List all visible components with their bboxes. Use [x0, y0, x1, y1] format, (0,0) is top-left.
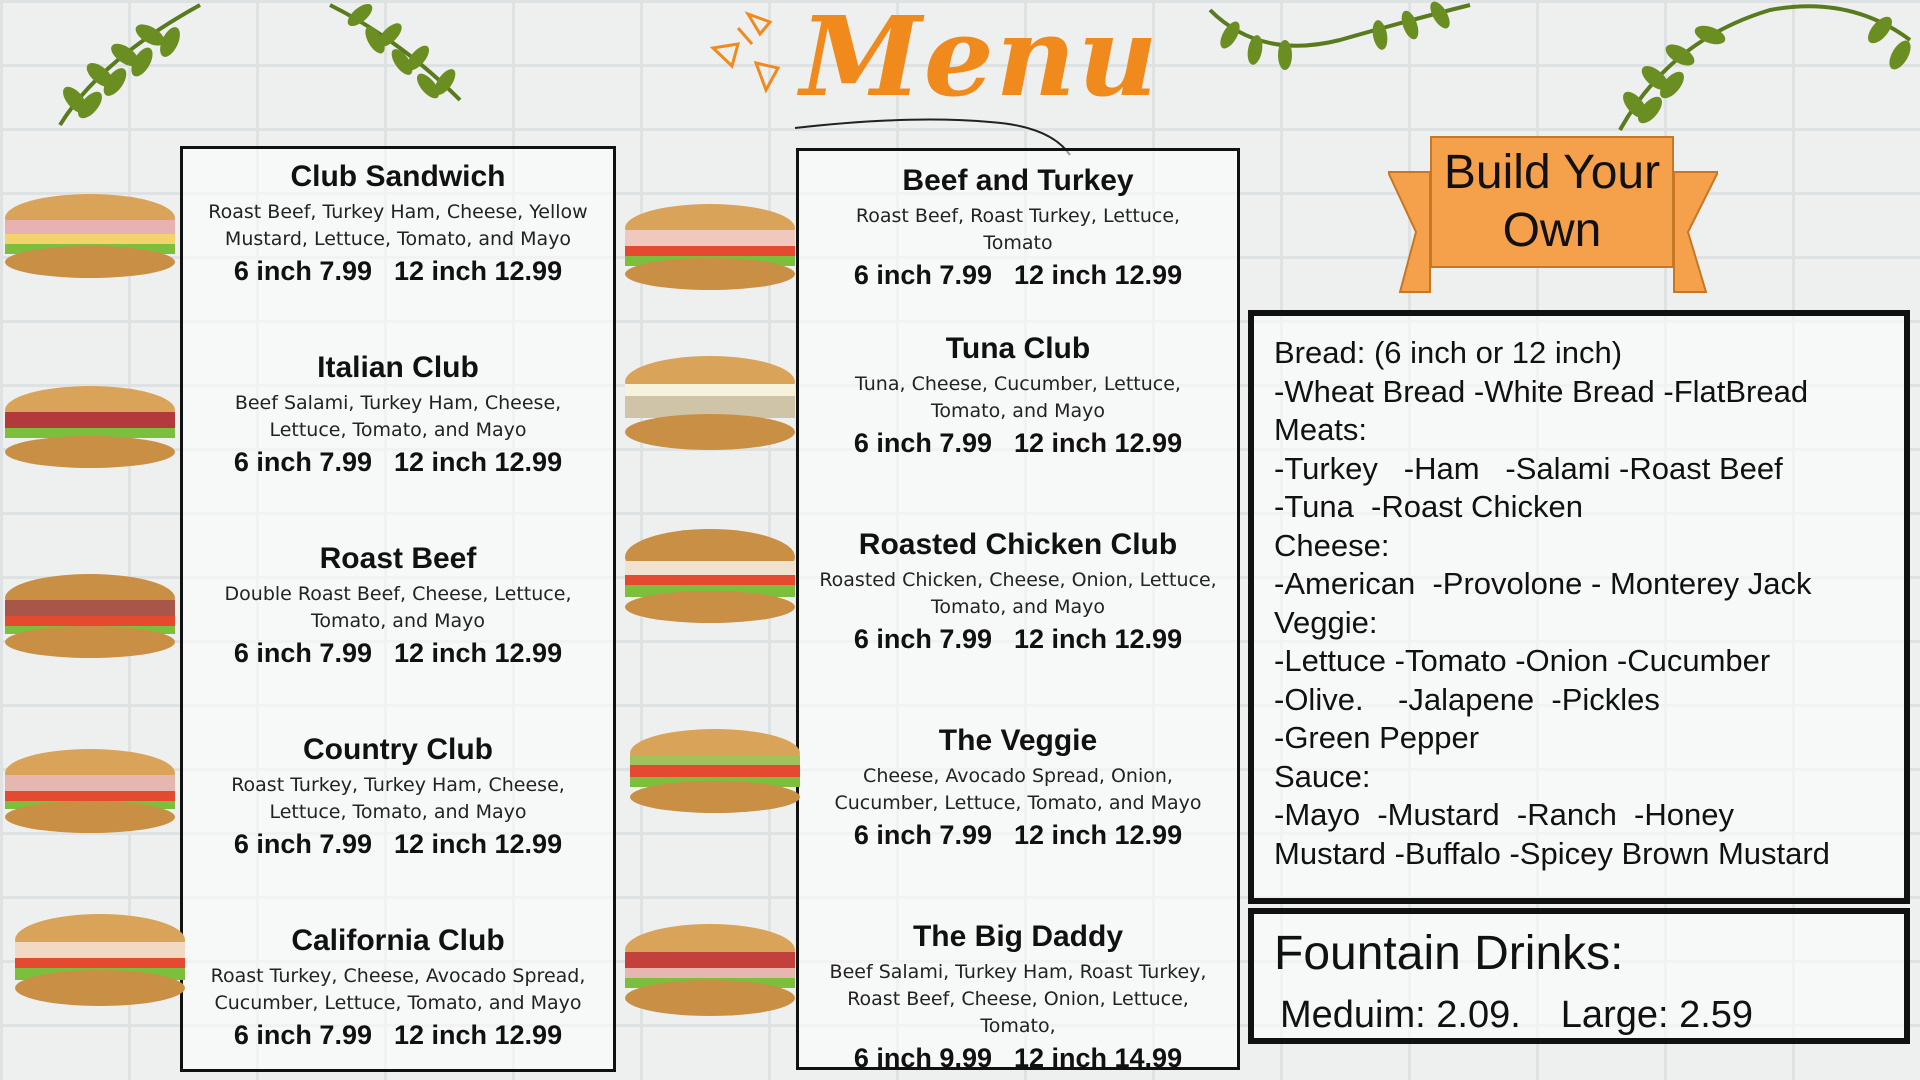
- drink-large-price: Large: 2.59: [1560, 994, 1754, 1036]
- build-line: Mustard -Buffalo -Spicey Brown Mustard: [1274, 835, 1830, 871]
- build-your-own-box: [1248, 310, 1910, 904]
- leaf-branch-icon: [1200, 0, 1480, 90]
- menu-title-area: [700, 0, 1160, 160]
- menu-item: [799, 919, 1237, 1074]
- leaf-branch-icon: [1610, 0, 1920, 135]
- item-price: 6 inch 7.99 12 inch 12.99: [853, 260, 1183, 290]
- menu-item: [183, 159, 613, 287]
- build-line: -Turkey -Ham -Salami -Roast Beef: [1274, 450, 1783, 486]
- sandwich-icon: [620, 352, 800, 467]
- drinks-title: Fountain Drinks:: [1274, 927, 1624, 980]
- menu-item: [799, 331, 1237, 459]
- right-menu-panel: [796, 148, 1240, 1073]
- menu-item: [183, 923, 613, 1051]
- build-line: Sauce:: [1274, 758, 1371, 794]
- menu-item: [183, 350, 613, 478]
- leaf-branch-icon: [30, 0, 220, 130]
- item-price: 6 inch 9.99 12 inch 14.99: [853, 1043, 1183, 1073]
- item-price: 6 inch 7.99 12 inch 12.99: [233, 447, 563, 477]
- item-desc: Roast Turkey, Cheese, Avocado Spread, Cucumber, Lettuce, Tomato, and Mayo: [210, 965, 586, 1014]
- item-price: 6 inch 7.99 12 inch 12.99: [853, 820, 1183, 850]
- build-line: -Olive. -Jalapene -Pickles: [1274, 681, 1660, 717]
- sandwich-icon: [0, 745, 180, 845]
- build-line: -Green Pepper: [1274, 720, 1480, 755]
- build-line: -American -Provolone - Monterey Jack: [1274, 566, 1812, 601]
- item-name: Country Club: [303, 733, 493, 766]
- sandwich-icon: [0, 570, 180, 670]
- build-line: -Wheat Bread -White Bread -FlatBread: [1274, 373, 1809, 409]
- build-line: Cheese:: [1274, 527, 1390, 563]
- sandwich-icon: [10, 910, 190, 1020]
- build-line: -Lettuce -Tomato -Onion -Cucumber: [1274, 643, 1771, 678]
- item-desc: Roast Beef, Turkey Ham, Cheese, Yellow Mustard, Lettuce, Tomato, and Mayo: [208, 201, 588, 250]
- item-price: 6 inch 7.99 12 inch 12.99: [853, 428, 1183, 458]
- item-price: 6 inch 7.99 12 inch 12.99: [233, 638, 563, 668]
- sandwich-icon: [0, 190, 180, 290]
- build-line: -Mayo -Mustard -Ranch -Honey: [1274, 797, 1734, 832]
- item-price: 6 inch 7.99 12 inch 12.99: [233, 1020, 563, 1050]
- item-desc: Double Roast Beef, Cheese, Lettuce, Tomato, and Mayo: [224, 583, 572, 632]
- item-name: Club Sandwich: [290, 160, 506, 193]
- item-desc: Beef Salami, Turkey Ham, Roast Turkey, Roast Beef, Cheese, Onion, Lettuce, Tomato,: [829, 961, 1207, 1037]
- fountain-drinks-box: [1248, 908, 1910, 1044]
- item-name: California Club: [291, 924, 505, 957]
- menu-item: [799, 527, 1237, 655]
- banner-title: Build Your Own: [1430, 136, 1674, 268]
- item-name: Italian Club: [317, 351, 479, 384]
- sandwich-icon: [0, 382, 180, 482]
- page-title: Menu: [800, 0, 1160, 121]
- item-name: Beef and Turkey: [902, 164, 1134, 197]
- item-price: 6 inch 7.99 12 inch 12.99: [233, 256, 563, 286]
- item-desc: Tuna, Cheese, Cucumber, Lettuce, Tomato, and Mayo: [855, 373, 1181, 422]
- sandwich-icon: [620, 920, 800, 1030]
- drink-medium-price: Meduim: 2.09.: [1280, 994, 1521, 1036]
- item-name: Tuna Club: [945, 332, 1091, 365]
- item-desc: Roast Turkey, Turkey Ham, Cheese, Lettuce, Tomato, and Mayo: [231, 774, 565, 823]
- sandwich-icon: [620, 525, 800, 645]
- item-desc: Roast Beef, Roast Turkey, Lettuce, Tomato: [855, 205, 1181, 254]
- build-line: Bread: (6 inch or 12 inch): [1274, 335, 1623, 370]
- item-name: Roast Beef: [319, 542, 477, 575]
- sparkle-icon: [708, 8, 798, 98]
- build-your-own-banner: [1388, 134, 1718, 294]
- left-menu-panel: [180, 146, 616, 1072]
- menu-item: [183, 541, 613, 669]
- item-desc: Roasted Chicken, Cheese, Onion, Lettuce, Tomato, and Mayo: [819, 569, 1217, 618]
- build-line: Meats:: [1274, 412, 1368, 447]
- drinks-prices: [1280, 994, 1753, 1037]
- item-desc: Beef Salami, Turkey Ham, Cheese, Lettuce, Tomato, and Mayo: [234, 392, 562, 441]
- leaf-branch-icon: [320, 0, 490, 110]
- sandwich-icon: [620, 200, 800, 305]
- build-line: Veggie:: [1274, 604, 1378, 640]
- menu-item: [183, 732, 613, 860]
- item-desc: Cheese, Avocado Spread, Onion, Cucumber, Lettuce, Tomato, and Mayo: [834, 765, 1202, 814]
- item-price: 6 inch 7.99 12 inch 12.99: [853, 624, 1183, 654]
- build-line: -Tuna -Roast Chicken: [1274, 489, 1583, 524]
- menu-item: [799, 723, 1237, 851]
- sandwich-icon: [625, 725, 805, 825]
- item-price: 6 inch 7.99 12 inch 12.99: [233, 829, 563, 859]
- menu-item: [799, 163, 1237, 291]
- item-name: The Veggie: [938, 724, 1098, 757]
- item-name: Roasted Chicken Club: [858, 528, 1178, 561]
- item-name: The Big Daddy: [912, 920, 1123, 953]
